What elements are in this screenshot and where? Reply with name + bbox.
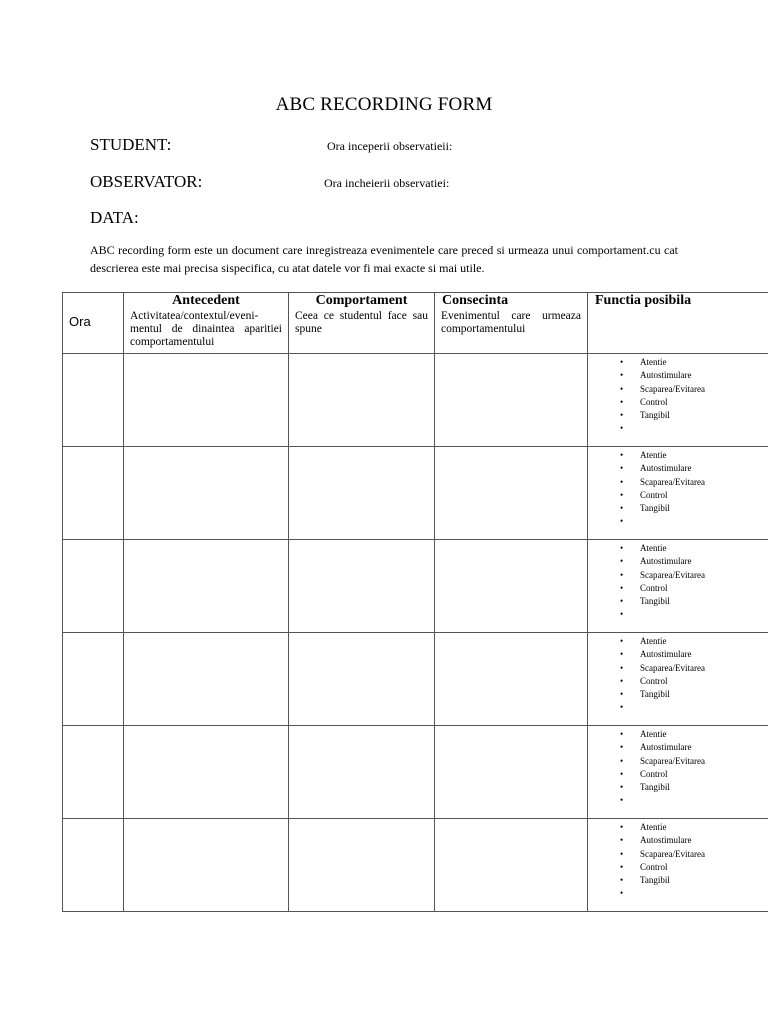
function-cell (588, 819, 768, 912)
bullet-icon: • (620, 396, 624, 407)
behavior-cell[interactable] (289, 726, 435, 819)
function-header-cell (588, 293, 768, 354)
function-option (588, 396, 768, 409)
function-option-label: Scaparea/Evitarea (640, 383, 705, 394)
bullet-icon: • (620, 875, 624, 886)
function-cell (588, 726, 768, 819)
consequence-cell[interactable] (435, 633, 588, 726)
function-option (588, 781, 768, 794)
bullet-icon: • (620, 795, 624, 806)
function-option-label: Scaparea/Evitarea (640, 848, 705, 859)
function-options-list (588, 633, 768, 715)
antecedent-cell[interactable] (124, 354, 289, 447)
function-option-label: Atentie (640, 729, 667, 739)
function-option (588, 794, 768, 807)
bullet-icon: • (620, 450, 624, 460)
function-option (588, 887, 768, 900)
antecedent-cell[interactable] (124, 633, 289, 726)
function-option (588, 848, 768, 861)
function-options-list (588, 540, 768, 622)
bullet-icon: • (620, 782, 624, 793)
function-option (588, 675, 768, 688)
function-option (588, 369, 768, 382)
function-option-label: Control (640, 489, 668, 500)
function-cell (588, 633, 768, 726)
function-option (588, 648, 768, 661)
bullet-icon: • (620, 516, 624, 527)
start-time-label: Ora inceperii observatieii: (327, 139, 453, 153)
bullet-icon: • (620, 489, 624, 500)
antecedent-header-cell (124, 293, 289, 354)
date-label: DATA: (90, 208, 139, 227)
table-row (63, 726, 768, 819)
bullet-icon: • (620, 556, 624, 567)
behavior-cell[interactable] (289, 354, 435, 447)
consequence-cell[interactable] (435, 354, 588, 447)
function-option-label: Scaparea/Evitarea (640, 476, 705, 487)
function-option (588, 555, 768, 568)
function-option (588, 662, 768, 675)
function-option (588, 582, 768, 595)
function-option (588, 821, 768, 834)
function-option-label: Control (640, 396, 668, 407)
bullet-icon: • (620, 768, 624, 779)
consequence-description: Evenimentul care urmeaza comportamentului (441, 310, 581, 335)
function-option (588, 542, 768, 555)
function-option-label: Autostimulare (640, 463, 692, 474)
function-option (588, 595, 768, 608)
behavior-header: Comportament (315, 293, 408, 308)
function-option-label: Tangibil (640, 689, 670, 700)
consequence-cell[interactable] (435, 819, 588, 912)
consequence-cell[interactable] (435, 540, 588, 633)
bullet-icon: • (620, 675, 624, 686)
student-label: STUDENT: (90, 135, 172, 154)
bullet-icon: • (620, 543, 624, 553)
function-option-label: Atentie (640, 822, 667, 832)
function-option (588, 635, 768, 648)
antecedent-cell[interactable] (124, 540, 289, 633)
bullet-icon: • (620, 848, 624, 859)
bullet-icon: • (620, 755, 624, 766)
function-option (588, 741, 768, 754)
consequence-header: Consecinta (442, 293, 509, 308)
bullet-icon: • (620, 503, 624, 514)
function-option (588, 608, 768, 621)
bullet-icon: • (620, 609, 624, 620)
time-cell[interactable] (63, 633, 124, 726)
bullet-icon: • (620, 370, 624, 381)
bullet-icon: • (620, 582, 624, 593)
function-options-list (588, 819, 768, 901)
function-option (588, 768, 768, 781)
antecedent-cell[interactable] (124, 819, 289, 912)
function-options-list (588, 726, 768, 808)
behavior-cell[interactable] (289, 819, 435, 912)
time-cell[interactable] (63, 540, 124, 633)
end-time-label: Ora incheierii observatiei: (324, 176, 450, 190)
function-option-label: Scaparea/Evitarea (640, 662, 705, 673)
bullet-icon: • (620, 476, 624, 487)
function-cell (588, 354, 768, 447)
table-row (63, 447, 768, 540)
antecedent-header: Antecedent (172, 293, 240, 308)
bullet-icon: • (620, 423, 624, 434)
bullet-icon: • (620, 569, 624, 580)
function-option (588, 383, 768, 396)
bullet-icon: • (620, 596, 624, 607)
bullet-icon: • (620, 888, 624, 899)
function-option-label: Atentie (640, 543, 667, 553)
function-option (588, 515, 768, 528)
bullet-icon: • (620, 649, 624, 660)
time-header-cell (63, 293, 124, 354)
behavior-cell[interactable] (289, 633, 435, 726)
function-option (588, 489, 768, 502)
function-options-list (588, 354, 768, 436)
function-option-label: Tangibil (640, 410, 670, 421)
function-option (588, 861, 768, 874)
function-option-label: Control (640, 675, 668, 686)
function-option-label: Tangibil (640, 596, 670, 607)
function-option-label: Atentie (640, 636, 667, 646)
bullet-icon: • (620, 861, 624, 872)
function-option (588, 409, 768, 422)
behavior-cell[interactable] (289, 447, 435, 540)
table-row (63, 819, 768, 912)
bullet-icon: • (620, 702, 624, 713)
function-option-label: Autostimulare (640, 556, 692, 567)
antecedent-cell[interactable] (124, 447, 289, 540)
function-option-label: Tangibil (640, 782, 670, 793)
intro-paragraph: ABC recording form este un document care inregistreaza evenimentele care preced si urmeaza unui comportament.cu cat descrierea este mai precisa sispecifica, cu atat datele vor fi mai exacte si mai utile. (90, 243, 678, 275)
function-option-label: Scaparea/Evitarea (640, 569, 705, 580)
function-option (588, 449, 768, 462)
function-option (588, 422, 768, 435)
consequence-cell[interactable] (435, 726, 588, 819)
function-option-label: Control (640, 861, 668, 872)
bullet-icon: • (620, 742, 624, 753)
function-option (588, 728, 768, 741)
behavior-cell[interactable] (289, 540, 435, 633)
function-option (588, 874, 768, 887)
bullet-icon: • (620, 729, 624, 739)
function-option (588, 834, 768, 847)
function-header: Functia posibila (595, 293, 692, 308)
behavior-header-cell (289, 293, 435, 354)
time-cell[interactable] (63, 354, 124, 447)
consequence-header-cell (435, 293, 588, 354)
antecedent-cell[interactable] (124, 726, 289, 819)
function-option-label: Control (640, 768, 668, 779)
function-option (588, 356, 768, 369)
function-option-label: Autostimulare (640, 835, 692, 846)
function-option-label: Tangibil (640, 875, 670, 886)
bullet-icon: • (620, 410, 624, 421)
bullet-icon: • (620, 689, 624, 700)
function-option (588, 476, 768, 489)
function-option-label: Atentie (640, 357, 667, 367)
table-row (63, 540, 768, 633)
function-option (588, 462, 768, 475)
time-cell[interactable] (63, 819, 124, 912)
table-header-row (63, 293, 768, 354)
bullet-icon: • (620, 636, 624, 646)
bullet-icon: • (620, 357, 624, 367)
function-option (588, 569, 768, 582)
function-option-label: Atentie (640, 450, 667, 460)
function-option (588, 502, 768, 515)
time-cell[interactable] (63, 726, 124, 819)
consequence-cell[interactable] (435, 447, 588, 540)
antecedent-description: Activitatea/contextul/eveni-mentul de dinaintea aparitiei comportamentului (130, 310, 282, 348)
bullet-icon: • (620, 662, 624, 673)
table-row (63, 633, 768, 726)
function-option-label: Tangibil (640, 503, 670, 514)
function-option-label: Control (640, 582, 668, 593)
function-option-label: Autostimulare (640, 742, 692, 753)
bullet-icon: • (620, 835, 624, 846)
function-option (588, 688, 768, 701)
function-option (588, 755, 768, 768)
time-cell[interactable] (63, 447, 124, 540)
function-option-label: Autostimulare (640, 370, 692, 381)
function-option-label: Autostimulare (640, 649, 692, 660)
function-option (588, 701, 768, 714)
page-title: ABC RECORDING FORM (275, 94, 493, 115)
bullet-icon: • (620, 822, 624, 832)
observer-label: OBSERVATOR: (90, 172, 203, 191)
table-row (63, 354, 768, 447)
behavior-description: Ceea ce studentul face sau spune (295, 310, 428, 335)
function-cell (588, 540, 768, 633)
bullet-icon: • (620, 383, 624, 394)
time-header: Ora (69, 314, 91, 329)
function-cell (588, 447, 768, 540)
abc-table (62, 292, 768, 912)
function-option-label: Scaparea/Evitarea (640, 755, 705, 766)
function-options-list (588, 447, 768, 529)
bullet-icon: • (620, 463, 624, 474)
